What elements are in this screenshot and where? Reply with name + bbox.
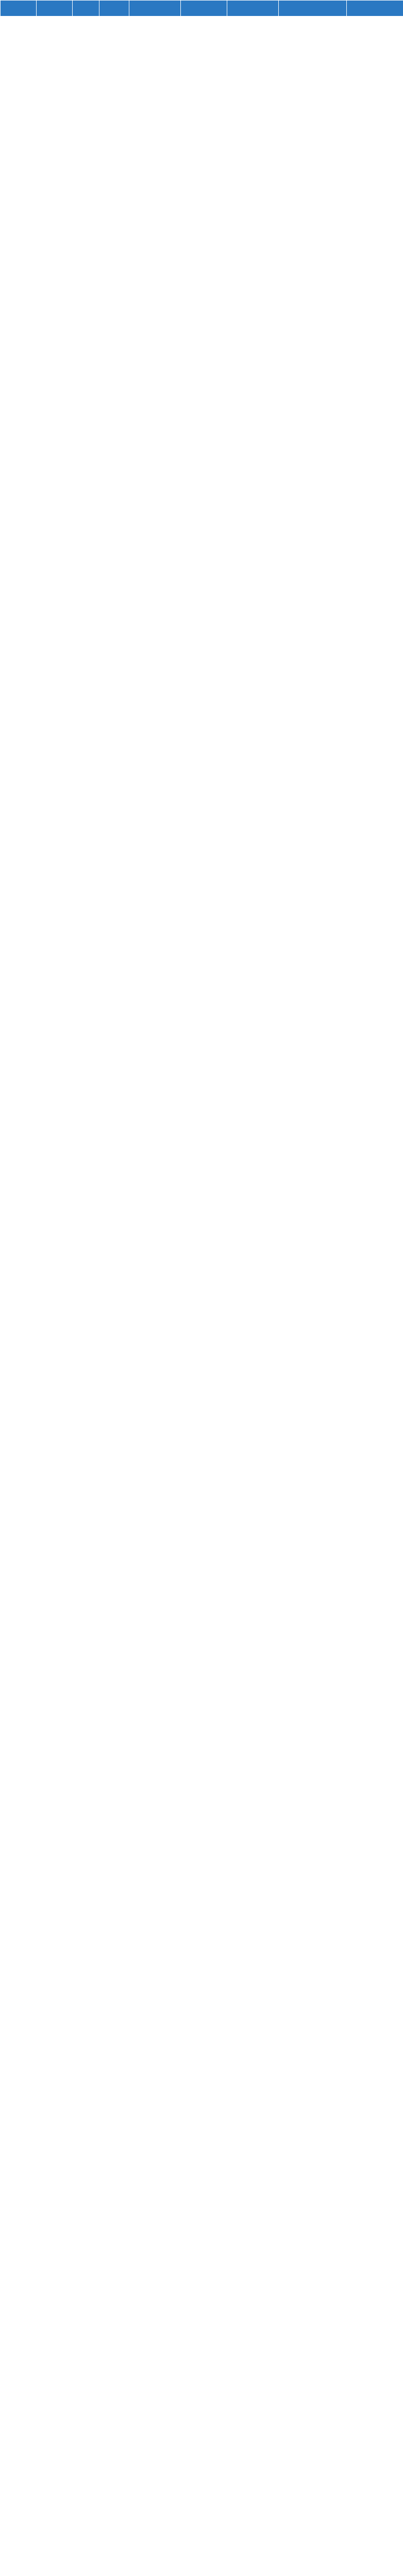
column-header [181,1,227,16]
column-header [99,1,129,16]
column-header [37,1,73,16]
column-header [129,1,181,16]
column-header [347,1,403,16]
column-header [227,1,279,16]
column-header [73,1,99,16]
column-header [1,1,37,16]
table-header [1,1,403,16]
column-header [279,1,347,16]
spec-table [0,0,403,16]
